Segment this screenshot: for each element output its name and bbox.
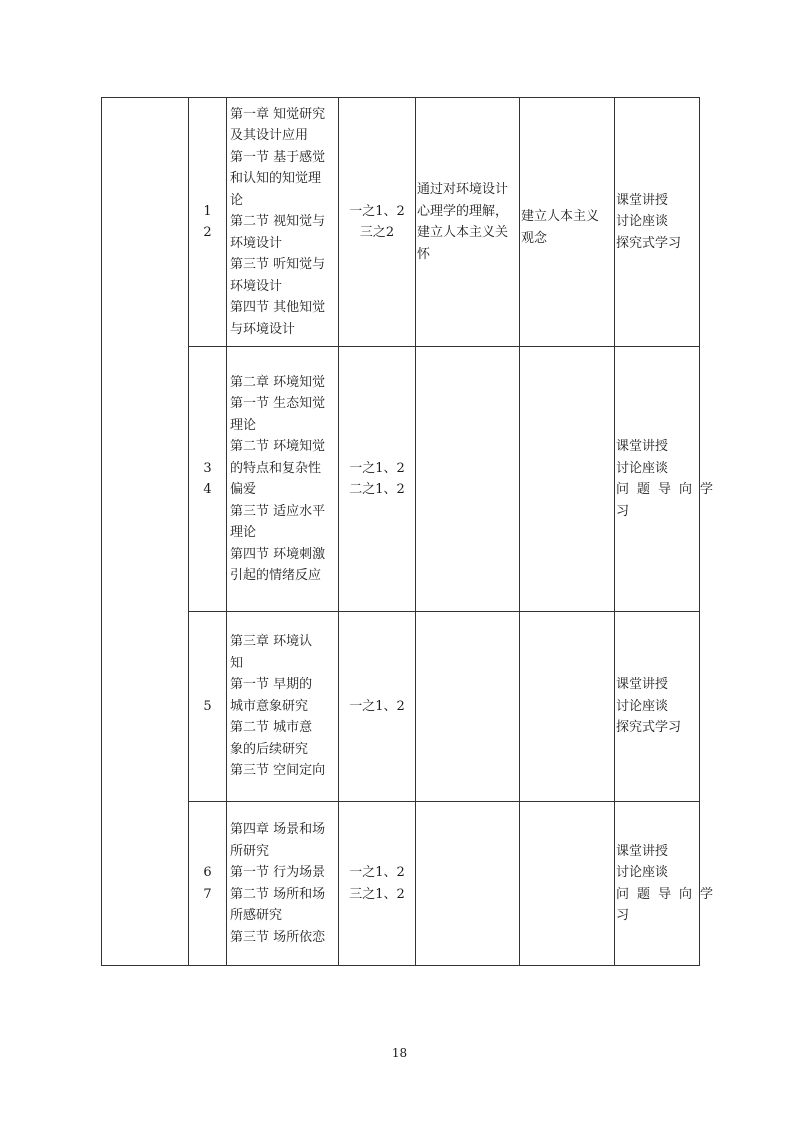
values-cell	[520, 802, 615, 966]
page-number: 18	[391, 1046, 408, 1060]
values-cell: 建立人本主义 观念	[520, 98, 615, 347]
reference-cell: 一之1、2 二之1、2	[339, 347, 416, 612]
content-cell: 第四章 场景和场 所研究 第一节 行为场景 第二节 场所和场 所感研究 第三节 场所依恋	[227, 802, 339, 966]
table-row	[102, 98, 700, 347]
syllabus-table	[101, 97, 722, 966]
reference-cell: 一之1、2	[339, 612, 416, 802]
blank-cell	[102, 98, 189, 966]
values-cell	[520, 612, 615, 802]
method-cell: 课堂讲授 讨论座谈 问题导向学 习	[615, 347, 700, 612]
content-cell: 第三章 环境认 知 第一节 早期的 城市意象研究 第二节 城市意 象的后续研究 第三节 空间定向	[227, 612, 339, 802]
week-cell: 1 2	[189, 98, 227, 347]
content-cell: 第一章 知觉研究 及其设计应用 第一节 基于感觉 和认知的知觉理 论 第二节 视知觉与 环境设计 第三节 听知觉与 环境设计 第四节 其他知觉 与环境设计	[227, 98, 339, 347]
table-row	[102, 802, 700, 966]
goal-cell	[416, 802, 520, 966]
content-cell: 第二章 环境知觉 第一节 生态知觉 理论 第二节 环境知觉 的特点和复杂性 偏爱 第三节 适应水平 理论 第四节 环境刺激 引起的情绪反应	[227, 347, 339, 612]
values-cell	[520, 347, 615, 612]
table-row	[102, 612, 700, 802]
week-cell: 5	[189, 612, 227, 802]
goal-cell	[416, 347, 520, 612]
reference-cell: 一之1、2 三之2	[339, 98, 416, 347]
method-cell: 课堂讲授 讨论座谈 探究式学习	[615, 612, 700, 802]
method-cell: 课堂讲授 讨论座谈 问题导向学 习	[615, 802, 700, 966]
reference-cell: 一之1、2 三之1、2	[339, 802, 416, 966]
week-cell: 6 7	[189, 802, 227, 966]
goal-cell	[416, 612, 520, 802]
table-row	[102, 347, 700, 612]
goal-cell: 通过对环境设计 心理学的理解， 建立人本主义关 怀	[416, 98, 520, 347]
week-cell: 3 4	[189, 347, 227, 612]
method-cell: 课堂讲授 讨论座谈 探究式学习	[615, 98, 700, 347]
